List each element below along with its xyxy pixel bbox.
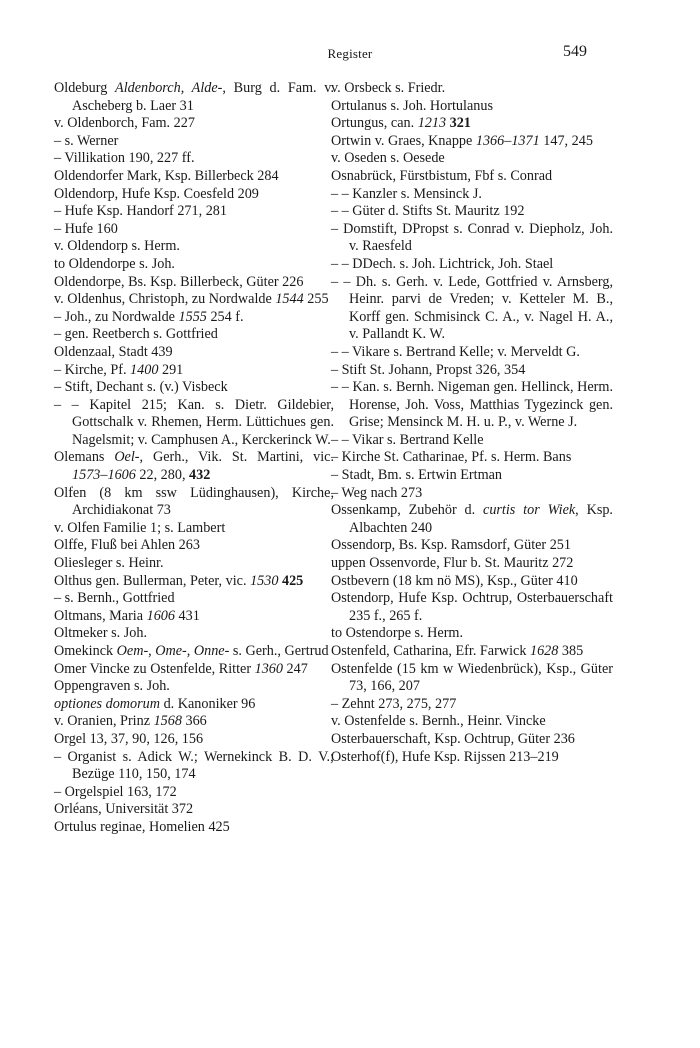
entry-text: Ostenfelde (15 km w Wiedenbrück), Ksp., Güter 73, 166, 207 [331,660,613,695]
entry-text: Ortulus reginae, Homelien 425 [54,818,230,835]
entry-text: – Stift, Dechant s. (v.) Visbeck [54,379,228,396]
index-entry [54,221,334,239]
entry-text: Oldendorfer Mark, Ksp. Billerbeck 284 [54,167,279,184]
entry-text: , Burg d. Fam. v. Ascheberg b. Laer 31 [72,80,335,114]
index-entry [54,555,334,573]
entry-text: – – Kapitel 215; Kan. s. Dietr. Gildebier, Gottschalk v. Rhemen, Herm. Lüttichues gen. Nagelsmit; v. Camphusen A., Kerckerinck W. [54,396,334,448]
entry-text: Oldenzaal, Stadt 439 [54,343,173,360]
index-entry [331,256,613,274]
index-entry [54,801,334,819]
index-entry [54,661,334,679]
index-entry [54,608,334,626]
index-entry [331,625,613,643]
entry-text: Ostbevern (18 km nö MS), Ksp., Güter 410 [331,572,578,589]
entry-text: Orléans, Universität 372 [54,801,194,818]
entry-text: 254 f. [206,308,244,325]
entry-text: Osnabrück, Fürstbistum, Fbf s. Conrad [331,167,553,184]
entry-text: Ostendorp, Hufe Ksp. Ochtrup, Osterbauerschaft 235 f., 265 f. [331,590,613,624]
entry-text: , Gerh., Vik. St. Martini, vic. [139,449,334,466]
entry-text: 366 [181,713,207,730]
index-entry [331,590,613,625]
entry-italic-text: 1573–1606 [72,467,136,484]
index-entry [54,115,334,133]
index-entry [331,344,613,362]
index-entry [54,696,334,714]
index-entry [331,467,613,485]
entry-text: – Domstift, DPropst s. Conrad v. Diepholz, Joh. v. Raesfeld [331,220,613,255]
entry-text: – Weg nach 273 [331,484,423,501]
index-entry [331,573,613,591]
entry-text: – Kirche St. Catharinae, Pf. s. Herm. Bans [331,449,572,466]
entry-text: – Orgelspiel 163, 172 [54,783,177,800]
running-title: Register [327,46,373,61]
index-entry [331,661,613,696]
index-entry [331,643,613,661]
index-entry [331,696,613,714]
index-entry [331,731,613,749]
index-entry [331,186,613,204]
entry-text: s. Gerh., Gertrud [229,643,329,659]
entry-text: 255 [303,291,329,308]
entry-italic-text: 1360 [254,660,283,677]
entry-italic-text: 1628 [529,643,559,659]
entry-text: to Oldendorpe s. Joh. [54,255,175,272]
entry-text: Oltmans, Maria [54,607,147,624]
page-number: 549 [563,43,587,60]
index-entry [331,133,613,151]
index-entry [54,256,334,274]
entry-text: Omekinck [54,643,117,659]
index-entry [54,625,334,643]
entry-text: Ossenkamp, Zubehör d. [331,502,484,519]
entry-bold-text: 432 [189,467,211,484]
entry-italic-text: Oel- [114,449,140,466]
entry-italic-text: 1400 [130,361,159,378]
entry-text: v. Oldenborch, Fam. 227 [54,115,195,132]
index-entry [331,432,613,450]
index-entry [331,485,613,503]
index-entry [331,221,613,256]
entry-italic-text: 1555 [178,308,207,325]
index-entry [54,520,334,538]
index-entry [331,168,613,186]
entry-italic-text: 1530 [250,572,279,589]
index-entry [331,749,613,767]
index-entry [54,150,334,168]
index-entry [54,344,334,362]
entry-bold-text: 321 [449,115,471,132]
entry-text: Olfen (8 km ssw Lüdinghausen), Kirche, Archidiakonat 73 [54,484,334,519]
index-entry [54,397,334,450]
entry-text: Oldendorpe, Bs. Ksp. Billerbeck, Güter 226 [54,273,304,290]
entry-text: Oltmeker s. Joh. [54,625,147,642]
entry-text: – – Vikare s. Bertrand Kelle; v. Merveldt G. [331,343,580,360]
entry-italic-text: 1366–1371 [475,132,540,149]
index-entry [331,115,613,133]
entry-text: – – Dh. s. Gerh. v. Lede, Gottfried v. Arnsberg, Heinr. parvi de Vreden; v. Ketteler M. B., Korff gen. Schmisinck C. A., v. Nagel H. A., v. Pallandt K. W. [331,273,613,343]
index-entry [331,555,613,573]
index-column-left [54,80,334,837]
index-entry [54,731,334,749]
entry-italic-text: 1544 [275,291,304,308]
index-entry [331,150,613,168]
index-entry [54,80,334,115]
index-entry [54,449,334,484]
entry-text: Ortungus, can. [331,115,418,132]
index-entry [54,168,334,186]
entry-text: – Villikation 190, 227 ff. [54,150,195,167]
index-entry [54,133,334,151]
entry-text: Olffe, Fluß bei Ahlen 263 [54,537,200,554]
entry-text: Oppengraven s. Joh. [54,678,170,695]
entry-bold-text: 425 [281,572,304,589]
entry-text: 147, 245 [539,132,593,149]
entry-text: v. Oranien, Prinz [54,713,154,730]
entry-italic-text: Aldenborch, Alde- [115,80,223,96]
entry-text: – gen. Reetberch s. Gottfried [54,326,218,343]
index-entry [54,291,334,309]
entry-text: 385 [558,643,584,659]
index-entry [54,238,334,256]
index-entry [54,678,334,696]
entry-italic-text: 1213 [417,115,447,132]
entry-text: – Zehnt 273, 275, 277 [331,695,457,712]
index-entry [331,274,613,344]
entry-text: – – DDech. s. Joh. Lichtrick, Joh. Stael [331,255,554,272]
entry-text: – Joh., zu Nordwalde [54,308,179,325]
index-entry [331,80,613,98]
index-entry [54,186,334,204]
entry-italic-text: curtis tor Wiek [483,502,576,519]
entry-text: Orgel 13, 37, 90, 126, 156 [54,730,204,747]
index-entry [54,203,334,221]
entry-text: v. Orsbeck s. Friedr. [331,80,446,96]
entry-text: to Ostendorpe s. Herm. [331,625,463,642]
entry-text: – s. Bernh., Gottfried [54,590,175,607]
entry-text: Oliesleger s. Heinr. [54,555,164,572]
entry-italic-text: 1568 [153,713,182,730]
index-entry [54,362,334,380]
index-entry [54,485,334,520]
index-entry [331,379,613,432]
entry-text: Olthus gen. Bullerman, Peter, vic. [54,572,251,589]
entry-text: v. Ostenfelde s. Bernh., Heinr. Vincke [331,713,546,730]
entry-text: Oldeburg [54,80,116,96]
entry-text: uppen Ossenvorde, Flur b. St. Mauritz 272 [331,555,574,572]
entry-text: Osterhof(f), Hufe Ksp. Rijssen 213–219 [331,748,559,765]
index-entry [331,362,613,380]
entry-text: v. Oldenhus, Christoph, zu Nordwalde [54,291,276,308]
entry-text: Ossendorp, Bs. Ksp. Ramsdorf, Güter 251 [331,537,571,554]
index-entry [54,379,334,397]
entry-text: – – Vikar s. Bertrand Kelle [331,431,484,448]
entry-text: – – Kan. s. Bernh. Nigeman gen. Hellinck, Herm. Horense, Joh. Voss, Matthias Tygezinck gen. Grise; Mensinck M. H. u. P., v. Werne J. [331,379,613,431]
index-entry [331,537,613,555]
index-entry [331,203,613,221]
entry-text: 247 [282,660,308,677]
entry-text: Oldendorp, Hufe Ksp. Coesfeld 209 [54,185,259,202]
entry-text: Omer Vincke zu Ostenfelde, Ritter [54,660,255,677]
entry-text: – Stadt, Bm. s. Ertwin Ertman [331,467,503,484]
entry-text: – Hufe 160 [54,220,118,237]
entry-text: v. Olfen Familie 1; s. Lambert [54,519,226,536]
entry-italic-text: optiones domorum [54,695,161,712]
index-entry [54,784,334,802]
entry-text: v. Oldendorp s. Herm. [54,238,180,255]
entry-text: Ortulanus s. Joh. Hortulanus [331,97,493,114]
entry-text: Olemans [54,449,115,466]
index-entry [54,643,334,661]
entry-text: – Organist s. Adick W.; Wernekinck B. D. V.; Bezüge 110, 150, 174 [54,748,334,783]
index-entry [54,573,334,591]
index-entry [331,713,613,731]
index-entry [54,274,334,292]
entry-text: – s. Werner [54,132,119,149]
entry-text: 291 [158,361,184,378]
index-entry [54,309,334,327]
entry-text: – – Güter d. Stifts St. Mauritz 192 [331,203,525,220]
entry-text: 431 [174,607,200,624]
entry-text: – Stift St. Johann, Propst 326, 354 [331,361,526,378]
index-column-right [331,80,613,766]
entry-italic-text: 1606 [146,607,175,624]
entry-text: Ostenfeld, Catharina, Efr. Farwick [331,643,530,659]
entry-text: – Hufe Ksp. Handorf 271, 281 [54,203,227,220]
entry-text: v. Oseden s. Oesede [331,150,445,167]
entry-text: 22, 280, [135,467,190,484]
index-entry [54,326,334,344]
entry-italic-text: Oem-, Ome-, Onne- [116,643,230,659]
index-entry [54,749,334,784]
index-entry [331,98,613,116]
entry-text: Ortwin v. Graes, Knappe [331,132,476,149]
entry-text: – – Kanzler s. Mensinck J. [331,185,482,202]
index-entry [331,449,613,467]
index-entry [54,590,334,608]
entry-text: d. Kanoniker 96 [160,695,256,712]
entry-text: , Ksp. Albachten 240 [349,502,613,536]
index-entry [331,502,613,537]
index-entry [54,537,334,555]
entry-text: – Kirche, Pf. [54,361,131,378]
index-entry [54,819,334,837]
entry-text: Osterbauerschaft, Ksp. Ochtrup, Güter 236 [331,730,575,747]
index-entry [54,713,334,731]
